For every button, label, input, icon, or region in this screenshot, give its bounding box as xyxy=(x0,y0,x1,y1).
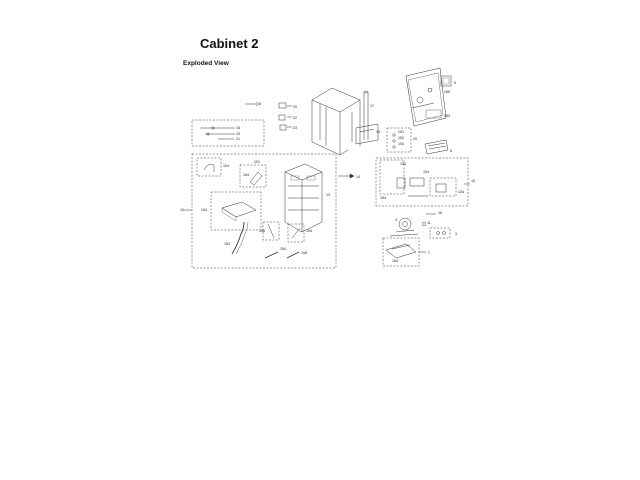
callout: 10 xyxy=(180,208,184,212)
callout: 5 xyxy=(454,81,456,85)
callout: 151 xyxy=(398,130,404,134)
callout: 22 xyxy=(293,116,297,120)
callout: 17 xyxy=(370,104,374,108)
clip-parts xyxy=(279,103,292,130)
pipe-part xyxy=(364,91,368,140)
callout: 153 xyxy=(444,114,450,118)
callout: 11 xyxy=(427,221,431,225)
page-title: Cabinet 2 xyxy=(200,36,259,51)
callout: 154 xyxy=(458,190,464,194)
page-subtitle: Exploded View xyxy=(183,60,229,67)
callout: 158 xyxy=(259,229,265,233)
inner-liner xyxy=(285,164,322,232)
shelf-subgroup xyxy=(211,192,261,230)
rail-parts xyxy=(263,222,304,242)
callout: 154 xyxy=(398,142,404,146)
square-part xyxy=(441,76,451,86)
callout: 7 xyxy=(428,251,430,255)
control-parts-group-box xyxy=(376,158,470,206)
callout: 155 xyxy=(444,90,450,94)
grille-part xyxy=(425,140,448,154)
callout: 14 xyxy=(356,175,360,179)
callout: 13 xyxy=(326,193,330,197)
rod-parts xyxy=(265,252,299,258)
callout: 15 xyxy=(471,179,475,183)
cover-plate xyxy=(356,124,378,144)
callout: 20 xyxy=(413,137,417,141)
callout-labels xyxy=(180,81,475,263)
outer-cabinet xyxy=(312,88,360,155)
callout: 18 xyxy=(236,126,240,130)
assembly-arrow xyxy=(338,174,354,178)
callout: 19 xyxy=(236,132,240,136)
callout: 16 xyxy=(438,211,442,215)
callout: 3 xyxy=(455,232,457,236)
callout: 20 xyxy=(293,105,297,109)
small-right-parts xyxy=(422,214,450,238)
callout: 154 xyxy=(224,242,230,246)
callout: 108 xyxy=(301,251,307,255)
base-plate-subgroup xyxy=(383,238,426,266)
hinge-bracket xyxy=(197,158,221,176)
callout: 14 xyxy=(376,130,380,134)
callout: 151 xyxy=(254,160,260,164)
callout: 6 xyxy=(450,149,452,153)
callout: 152 xyxy=(398,136,404,140)
callout: 8 xyxy=(259,102,261,106)
callout: 21 xyxy=(236,137,240,141)
callout: 154 xyxy=(306,229,312,233)
callout: 4 xyxy=(395,218,397,222)
callout: 154 xyxy=(380,196,386,200)
callout: 23 xyxy=(293,126,297,130)
callout: 104 xyxy=(423,170,429,174)
callout: 154 xyxy=(201,208,207,212)
hose-part xyxy=(232,222,248,254)
callout: 154 xyxy=(400,162,406,166)
hardware-group-box xyxy=(192,120,264,146)
callout: 154 xyxy=(280,247,286,251)
callout: 154 xyxy=(243,173,249,177)
back-panel xyxy=(406,68,446,126)
screw-part xyxy=(245,103,258,106)
callout: 104 xyxy=(223,164,229,168)
callout: 154 xyxy=(392,259,398,263)
